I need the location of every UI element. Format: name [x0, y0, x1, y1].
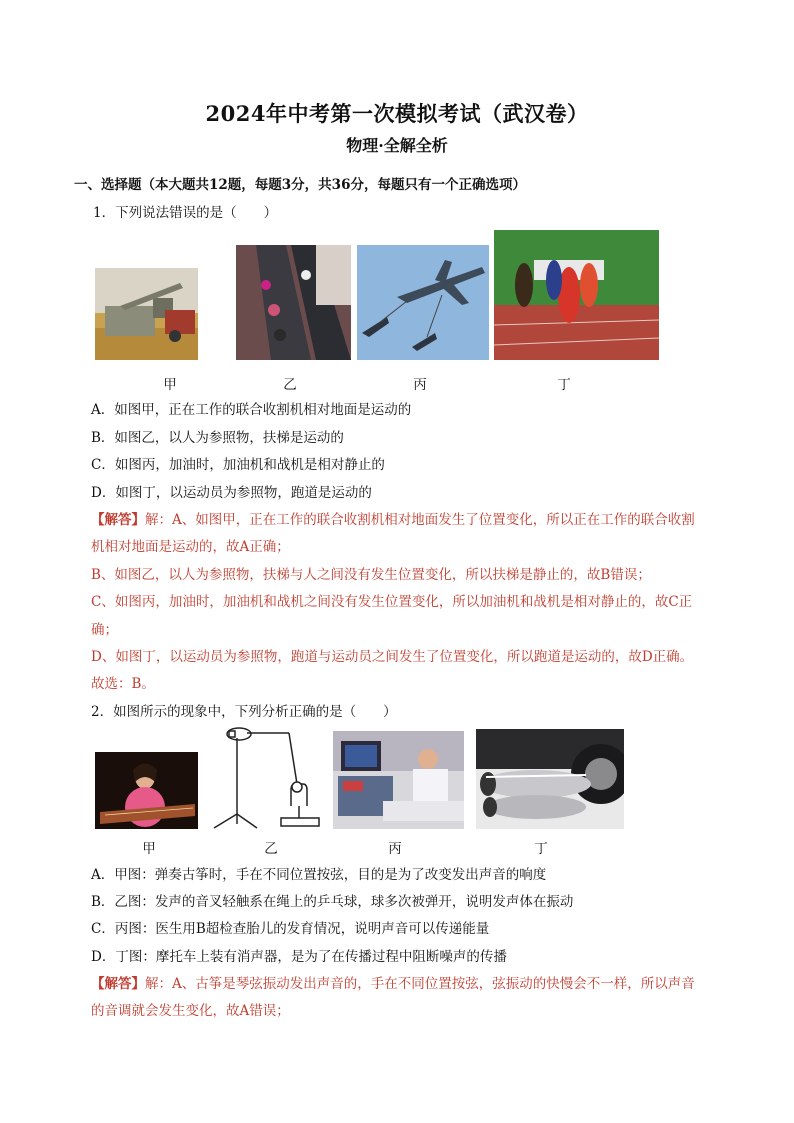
q2-caption-yi: 乙	[264, 841, 278, 857]
page-title: 2024年中考第一次模拟考试（武汉卷）	[205, 101, 589, 126]
q2-answer-tag: 【解答】	[91, 976, 145, 992]
q1-stem: 1．下列说法错误的是（ ）	[93, 205, 278, 221]
q1-answer-line-7: 故选：B。	[91, 676, 155, 692]
q2-image-tuning-fork	[209, 726, 326, 831]
q1-answer-line-4: C、如图丙，加油时，加油机和战机之间没有发生位置变化，所以加油机和战机是相对静止的，故C正	[91, 594, 693, 610]
q1-answer-line-5: 确；	[91, 622, 118, 638]
q2-stem: 2．如图所示的现象中，下列分析正确的是（ ）	[91, 704, 397, 720]
q1-answer-line-2: 机相对地面是运动的，故A正确；	[91, 539, 290, 555]
q1-answer-text-1: 解：A、如图甲，正在工作的联合收割机相对地面发生了位置变化，所以正在工作的联合收割	[145, 512, 695, 528]
q1-answer-line-3: B、如图乙，以人为参照物，扶梯与人之间没有发生位置变化，所以扶梯是静止的，故B错误；	[91, 567, 651, 583]
q1-option-c: C．如图丙，加油时，加油机和战机是相对静止的	[91, 457, 385, 473]
q1-image-escalator	[236, 245, 351, 360]
q1-caption-yi: 乙	[283, 377, 297, 393]
q1-option-b: B．如图乙，以人为参照物，扶梯是运动的	[91, 430, 344, 446]
q1-caption-ding: 丁	[557, 377, 571, 393]
q2-option-a: A．甲图：弹奏古筝时，手在不同位置按弦，目的是为了改变发出声音的响度	[91, 867, 547, 883]
q2-image-ultrasound	[333, 731, 464, 829]
q2-caption-ding: 丁	[534, 841, 548, 857]
q2-option-d: D．丁图：摩托车上装有消声器，是为了在传播过程中阻断噪声的传播	[91, 949, 507, 965]
q1-answer-tag: 【解答】	[91, 512, 145, 528]
q1-image-harvester	[95, 268, 198, 360]
q2-image-guzheng	[95, 752, 198, 829]
q2-image-motorcycle-muffler	[476, 729, 624, 829]
q1-image-runners	[494, 230, 659, 360]
q2-caption-bing: 丙	[388, 841, 402, 857]
q2-option-c: C．丙图：医生用B超检查胎儿的发育情况，说明声音可以传递能量	[91, 921, 490, 937]
q2-answer-text-1: 解：A、古筝是琴弦振动发出声音的，手在不同位置按弦，弦振动的快慢会不一样，所以声音	[145, 976, 695, 992]
q2-answer-line-1	[91, 972, 695, 992]
q1-answer-line-6: D、如图丁，以运动员为参照物，跑道与运动员之间发生了位置变化，所以跑道是运动的，故D正确。	[91, 649, 694, 665]
q2-answer-line-2: 的音调就会发生变化，故A错误；	[91, 1003, 290, 1019]
q2-option-b: B．乙图：发声的音叉轻触系在绳上的乒乓球，球多次被弹开，说明发声体在振动	[91, 894, 574, 910]
q1-image-refueling	[357, 245, 489, 360]
q1-caption-jia: 甲	[163, 377, 177, 393]
q2-caption-jia: 甲	[142, 841, 156, 857]
q1-caption-bing: 丙	[413, 377, 427, 393]
section-heading: 一、选择题（本大题共12题，每题3分，共36分，每题只有一个正确选项）	[74, 177, 526, 193]
q1-option-a: A．如图甲，正在工作的联合收割机相对地面是运动的	[91, 402, 412, 418]
q1-answer-line-1	[91, 508, 695, 528]
page-subtitle: 物理·全解全析	[346, 136, 448, 155]
q1-option-d: D．如图丁，以运动员为参照物，跑道是运动的	[91, 485, 372, 501]
